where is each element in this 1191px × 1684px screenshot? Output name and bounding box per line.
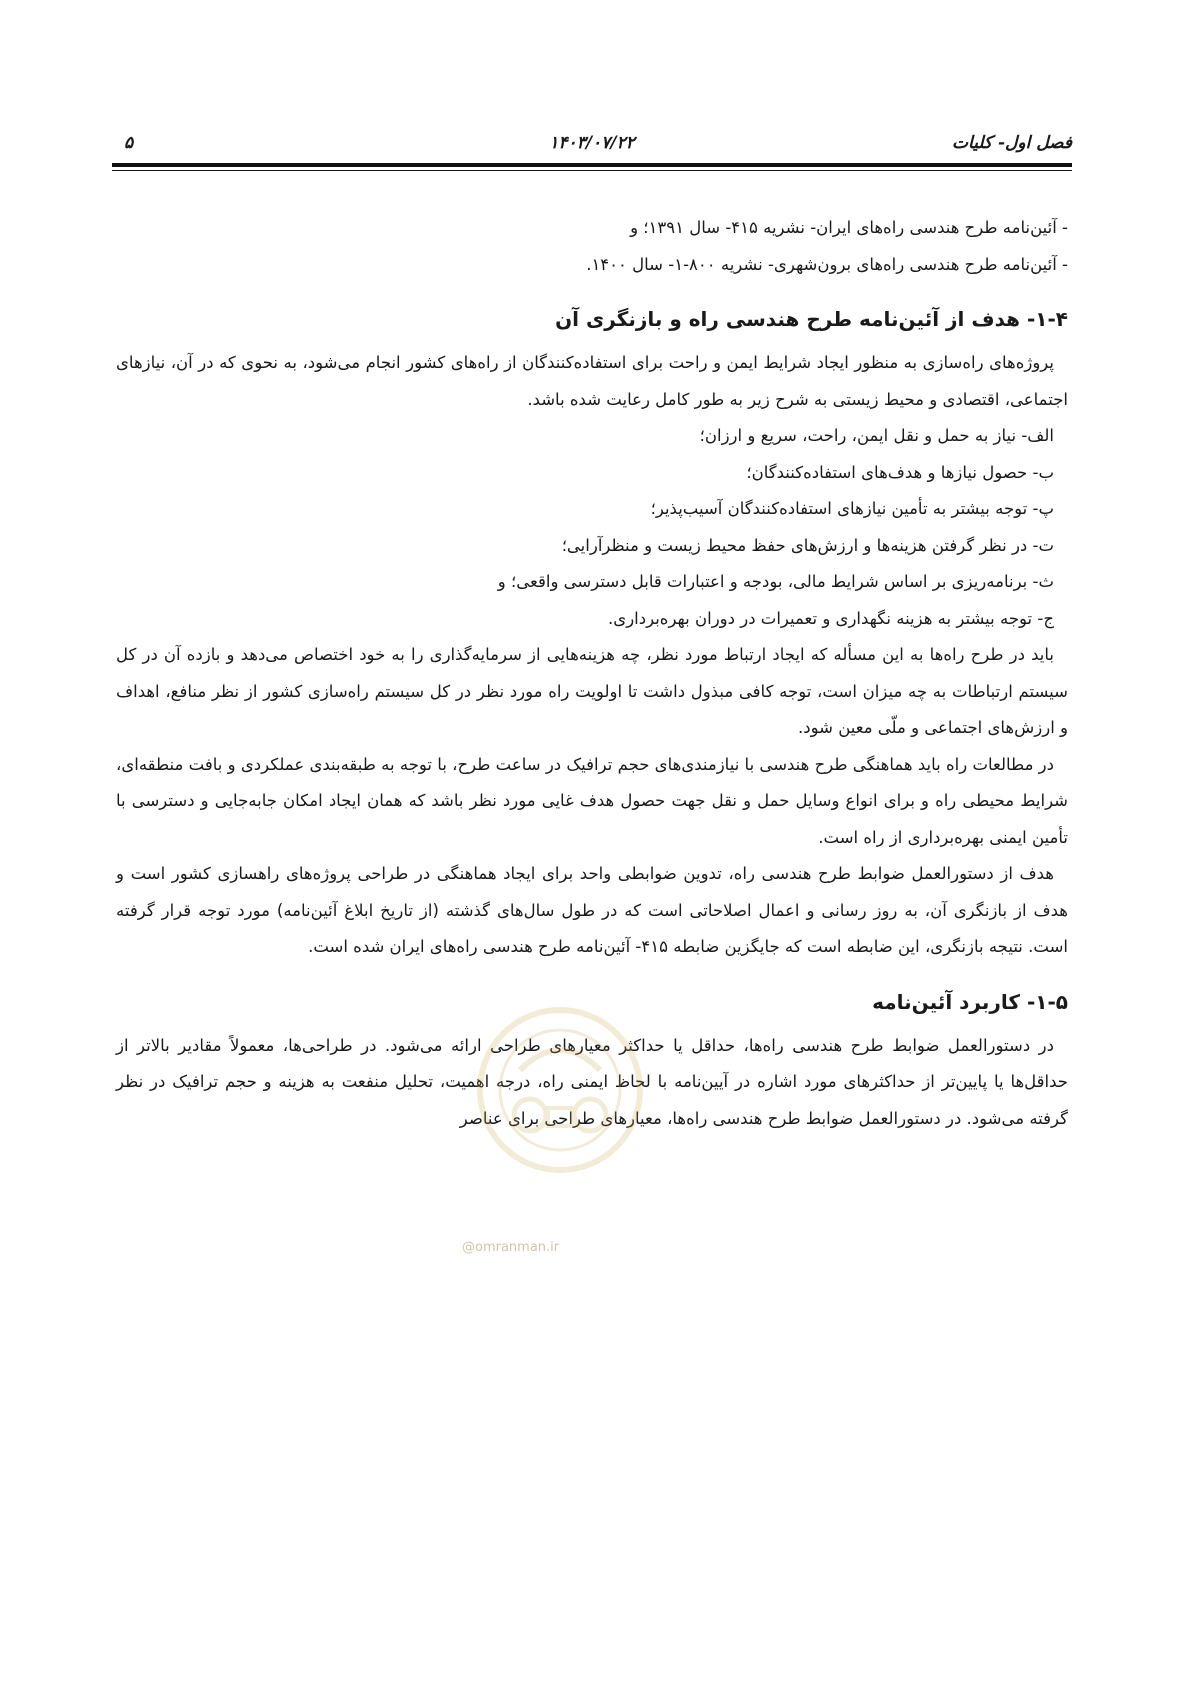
header-date: ۱۴۰۳/۰۷/۲۲ <box>549 133 635 153</box>
header-rule-thick <box>112 163 1072 167</box>
section-1-4-paragraph: هدف از دستورالعمل ضوابط طرح هندسی راه، تدوین ضوابطی واحد برای ایجاد هماهنگی در طراحی پروژه‌های راهسازی کشور است و هدف از بازنگری آن، به روز رسانی و اعمال اصلاحاتی است که در طول سال‌های گذشته (از تاریخ ابلاغ آئین‌نامه) مورد توجه قرار گرفته است. نتیجه بازنگری، این ضابطه است که جایگزین ضابطه ۴۱۵- آئین‌نامه طرح هندسی راه‌های ایران شده است. <box>116 864 1068 956</box>
section-1-5-paragraph: در دستورالعمل ضوابط طرح هندسی راه‌ها، حداقل یا حداکثر معیارهای طراحی ارائه می‌شود. در طراحی‌ها، معمولاً مقادیر بالاتر از حداقل‌ها یا پایین‌تر از حداکثرهای مورد اشاره در آیین‌نامه با لحاظ ایمنی راه، درجه اهمیت، تحلیل منفعت به هزینه و حجم ترافیک در نظر گرفته می‌شود. در دستورالعمل ضوابط طرح هندسی راه‌ها، معیارهای طراحی برای عناصر <box>116 1035 1068 1128</box>
section-1-4-paragraph: در مطالعات راه باید هماهنگی طرح هندسی با نیازمندی‌های حجم ترافیک در ساعت طرح، با توجه به طبقه‌بندی عملکردی و بافت منطقه‌ای، شرایط محیطی راه و برای انواع وسایل حمل و نقل جهت حصول هدف غایی مورد نظر باشد که همان ایجاد امکان جابه‌جایی و دسترسی با تأمین ایمنی بهره‌برداری از راه است. <box>116 754 1068 847</box>
section-heading-1-4: ۱-۴- هدف از آئین‌نامه طرح هندسی راه و بازنگری آن <box>555 307 1068 331</box>
reference-list <box>116 210 1068 283</box>
goals-list <box>116 418 1068 637</box>
reference-item: - آئین‌نامه طرح هندسی راه‌های برون‌شهری- نشریه ۸۰۰-۱- سال ۱۴۰۰. <box>586 254 1068 274</box>
section-heading-1-5: ۱-۵- کاربرد آئین‌نامه <box>872 989 1068 1014</box>
goal-item: پ- توجه بیشتر به تأمین نیازهای استفاده‌کنندگان آسیب‌پذیر؛ <box>650 499 1054 518</box>
reference-item: - آئین‌نامه طرح هندسی راه‌های ایران- نشریه ۴۱۵- سال ۱۳۹۱؛ و <box>630 218 1068 237</box>
page-number: ۵ <box>124 133 134 153</box>
section-1-4-intro: پروژه‌های راه‌سازی به منظور ایجاد شرایط ایمن و راحت برای استفاده‌کنندگان از راه‌های کشور انجام می‌شود، به نحوی که در آن، نیازهای اجتماعی، اقتصادی و محیط زیستی به شرح زیر به طور کامل رعایت شده باشد. <box>116 353 1068 409</box>
body-text <box>116 210 1068 1137</box>
goal-item: ب- حصول نیازها و هدف‌های استفاده‌کنندگان؛ <box>746 462 1054 482</box>
goal-item: ت- در نظر گرفتن هزینه‌ها و ارزش‌های حفظ محیط زیست و منظرآرایی؛ <box>561 535 1054 555</box>
section-1-4-paragraph: باید در طرح راه‌ها به این مسأله که ایجاد ارتباط مورد نظر، چه هزینه‌هایی از سرمایه‌گذاری را به خود اختصاص می‌دهد و بازده آن در کل سیستم ارتباطات به چه میزان است، توجه کافی مبذول داشت تا اولویت راه مورد نظر در کل سیستم راه‌سازی کشور از نظر منافع، اهداف و ارزش‌های اجتماعی و ملّی معین شود. <box>116 645 1068 737</box>
goal-item: الف- نیاز به حمل و نقل ایمن، راحت، سریع و ارزان؛ <box>699 426 1054 445</box>
watermark-text: @omranman.ir <box>462 1240 560 1255</box>
goal-item: ج- توجه بیشتر به هزینه نگهداری و تعمیرات در دوران بهره‌برداری. <box>608 608 1054 628</box>
goal-item: ث- برنامه‌ریزی بر اساس شرایط مالی، بودجه و اعتبارات قابل دسترسی واقعی؛ و <box>497 572 1054 591</box>
chapter-title: فصل اول- کلیات <box>952 133 1072 153</box>
running-header <box>112 127 1072 157</box>
header-rule-thin <box>112 170 1072 171</box>
